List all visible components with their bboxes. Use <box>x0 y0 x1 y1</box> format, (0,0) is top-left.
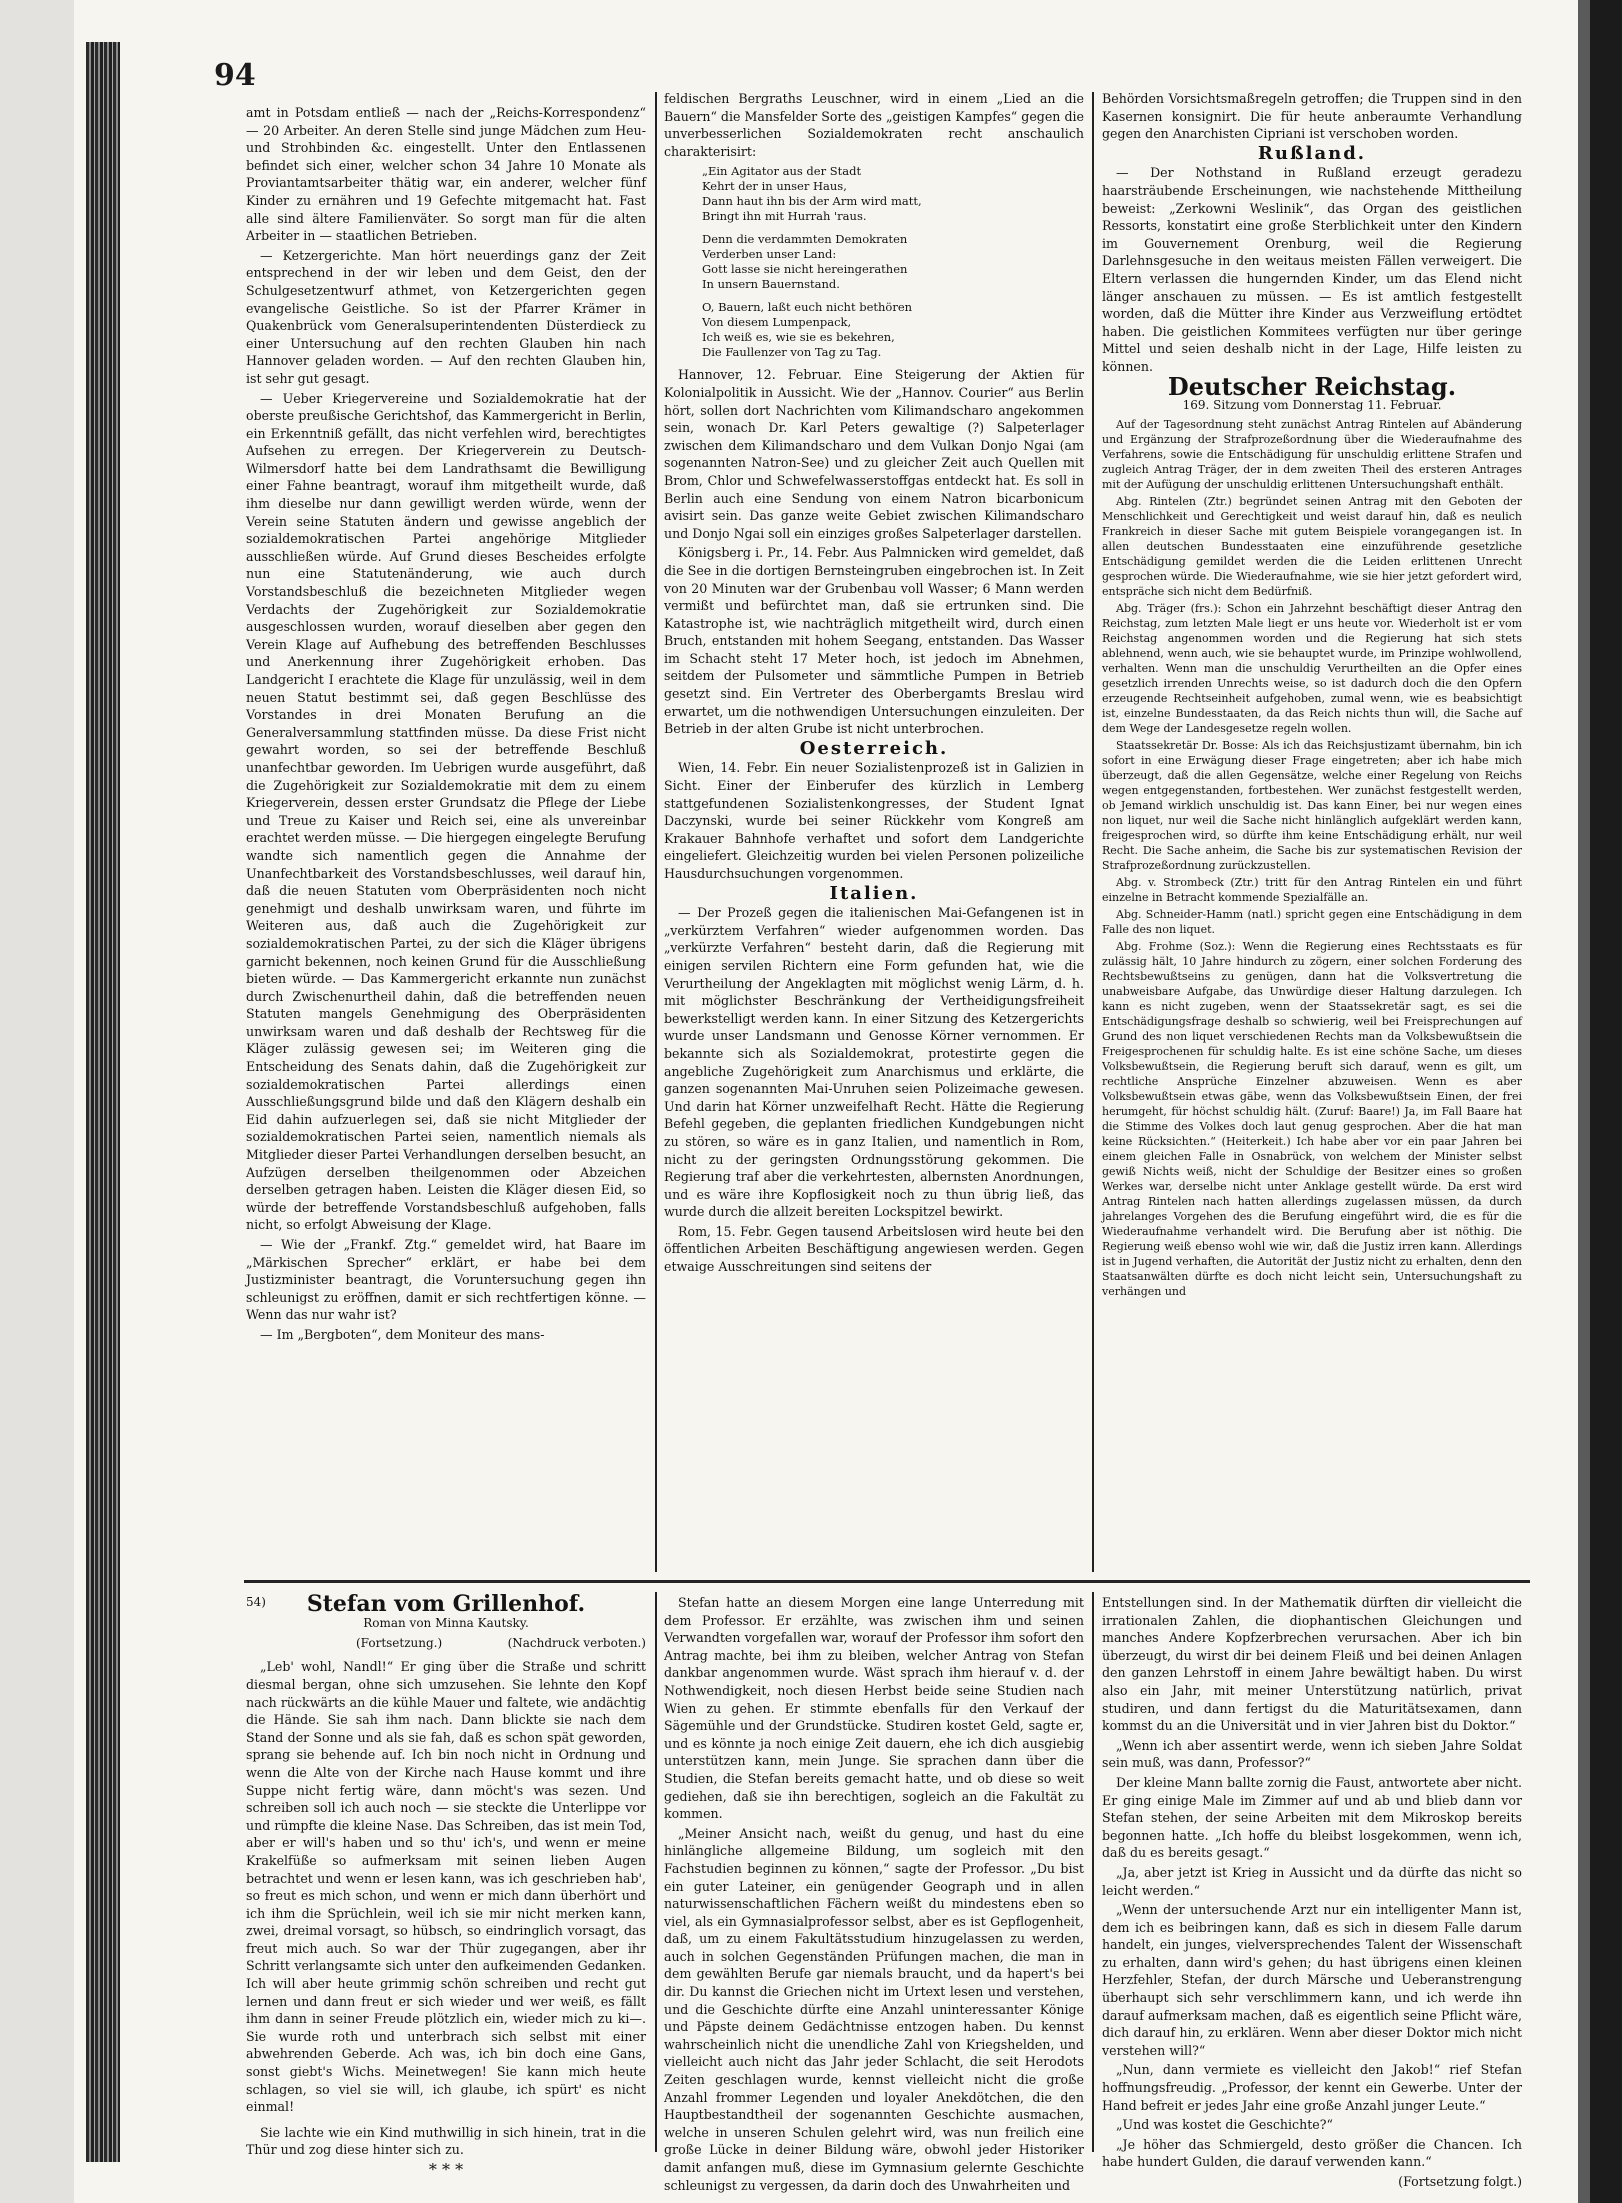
scan-right-edge <box>1590 0 1622 2203</box>
paragraph: — Der Nothstand in Rußland erzeugt geradezu haarsträubende Erscheinungen, wie nachstehende Mittheilung beweist: „Zerkowni Weslinik“, das Organ des geistlichen Ressorts, konstatirt eine große Sterblichkeit unter den Kindern im Gouvernement Orenburg, weil die Regierung Darlehnsgesuche in den weitaus meisten Fällen verweigert. Die Eltern verlassen die hungernden Kinder, um das Elend nicht länger anschauen zu müssen. — Es ist amtlich festgestellt worden, daß die Mütter ihre Kinder aus Verzweiflung ertödtet haben. Die geistlichen Kommitees verfügten nur über geringe Mittel und seien deshalb nicht in der Lage, Hilfe leisten zu können. <box>1102 165 1522 374</box>
continuation-note: (Fortsetzung.) <box>356 1635 443 1650</box>
paragraph: — Im „Bergboten“, dem Moniteur des mans- <box>260 1326 545 1342</box>
novel-column-2 <box>664 1594 1084 2193</box>
paragraph: „Wenn der untersuchende Arzt nur ein intelligenter Mann ist, dem ich es beibringen kann, daß es sich in diesem Falle darum handelt, ein junges, vielversprechendes Talent der Wissenschaft zu erhalten, dann wird's gehen; du hast übrigens einen kleinen Herzfehler, Stefan, der durch Märsche und Ueberanstrengung überhaupt sich sehr verschlimmern kann, und ich werde ihn darauf aufmerksam machen, daß es eigentlich seine Pflicht wäre, dich darauf hin, zu erklären. Wenn aber dieser Doktor mich nicht verstehen will?“ <box>1102 1902 1522 2058</box>
paragraph: — Wie der „Frankf. Ztg.“ gemeldet wird, hat Baare im „Märkischen Sprecher“ erklärt, er habe bei dem Justizminister beantragt, die Voruntersuchung gegen ihn schleunigst zu eröffnen, damit er sich rechtfertigen könne. — Wenn das nur wahr ist? <box>246 1237 646 1323</box>
paragraph: Abg. v. Strombeck (Ztr.) tritt für den Antrag Rintelen ein und führt einzelne in Betracht kommende Spezialfälle an. <box>1102 875 1522 904</box>
novel-title: Stefan vom Grillenhof. <box>306 1590 586 1617</box>
poem-line: Denn die verdammten Demokraten <box>702 232 908 247</box>
column-2 <box>664 90 1084 1574</box>
poem-line: Verderben unser Land: <box>702 247 837 262</box>
scan-left-margin <box>0 0 74 2203</box>
paragraph: Auf der Tagesordnung steht zunächst Antrag Rintelen auf Abänderung und Ergänzung der Strafprozeßordnung über die Wiederaufnahme des Verfahrens, sowie die Entschädigung für unschuldig erlittene Strafen und zugleich Antrag Träger, der in dem zweiten Theil des ersteren Antrages mit der Aufügung der unschuldig erlittenen Untersuchungshaft enthält. <box>1102 417 1522 491</box>
novel-notes <box>246 1635 646 1653</box>
paragraph: „Leb' wohl, Nandl!“ Er ging über die Straße und schritt diesmal bergan, ohne sich umzusehen. Sie lehnte den Kopf nach rückwärts an die kühle Mauer und faltete, wie andächtig die Hände. Sie sah ihm nach. Dann blickte sie nach dem Stand der Sonne und als sie fah, daß es schon spät geworden, sprang sie behende auf. Ich bin noch nicht in Ordnung und wenn die Alte von der Kirche nach Hause kommt und ihre Suppe nicht fertig wäre, dann möcht's was sezen. Und schreiben soll ich auch noch — sie steckte die Unterlippe vor und rümpfte die kleine Nase. Das Schreiben, das ist mein Tod, aber er will's haben und so thu' ich's, und wenn er meine Krakelfüße so aufmerksam mit seinen lieben Augen betrachtet und wenn er lesen kann, was ich geschrieben hab', so freut es mich schon, und wenn er mich dann überhört und ich ihm die Sprüchlein, weil ich sie mir nicht merken kann, zwei, dreimal vorsagt, so hübsch, so eindringlich vorsagt, das freut mich auch. So war der Thür zugegangen, aber ihr Schritt verlangsamte sich unter den aufkeimenden Gedanken. Ich will aber heute grimmig schön schreiben und recht gut lernen und dann freut er sich wieder und wer weiß, es fällt ihm dann in seiner Freude plötzlich ein, wieder mich zu ki—. Sie wurde roth und unterbrach sich selbst mit einer abwehrenden Geberde. Ach was, ich bin doch eine Gans, sonst giebt's Wichs. Meinetwegen! Sie kann mich heute schlagen, so viel sie will, ich glaube, ich spürt' es nicht einmal! <box>246 1659 646 2115</box>
paragraph: Staatssekretär Dr. Bosse: Als ich das Reichsjustizamt übernahm, bin ich sofort in eine Erwägung dieser Frage eingetreten; aber ich habe mich überzeugt, daß die allen Gegensätze, welche einer Regelung von Reichs wegen entgegenstanden, fortbestehen. Wer zunächst festgestellt werden, ob Jemand wirklich unschuldig ist. Das kann Einer, bei nur wegen eines non liquet, nur weil die Sache nicht hinlänglich aufgeklärt werden kann, freigesprochen wird, so dürfte ihm keine Entschädigung erhält, nur weil Recht. Die Sache anheim, die Sache bis zur systematischen Revision der Strafprozeßordnung zurückzustellen. <box>1102 738 1522 872</box>
paragraph: Abg. Frohme (Soz.): Wenn die Regierung eines Rechtsstaats es für zulässig hält, 10 Jahre hindurch zu zögern, einer solchen Forderung des Rechtsbewußtseins zu genügen, dann hat die Volksvertretung die unabweisbare Aufgabe, das Unwürdige dieser Haltung darzulegen. Ich kann es nicht zugeben, wenn der Staatssekretär sagt, es sei die Entschädigungsfrage deshalb so schwierig, weil bei Freisprechungen auf Grund des non liquet verschiedenen Rechts man da Volksbewußtsein die Freigesprochenen für schuldig halte. Es ist eine schöne Sache, um dieses Volksbewußtsein, die Regierung beruft sich darauf, wenn es gilt, um rechtliche Ansprüche Einzelner abzuweisen. Wenn es aber Volksbewußtsein etwas gäbe, wenn das Volksbewußtsein Einen, der frei herumgeht, für höchst schuldig hält. (Zuruf: Baare!) Ja, im Fall Baare hat die Stimme des Volkes doch laut genug gesprochen. Aber die hat man keine Rücksichten.“ (Heiterkeit.) Ich habe aber vor ein paar Jahren bei einem gleichen Falle in Osnabrück, von welchem der Minister selbst gewiß Nichts weiß, nicht der Schuldige der Besitzer eines so großen Werkes war, derselbe nicht unter Anklage gestellt würde. Da erst wird Antrag Rintelen nach hatten allerdings zugelassen müssen, da durch jahrelanges Vorgehen des die Berufung eingeführt wird, die es für die Wiederaufnahme verhandelt wird. Die Berufung aber ist nöthig. Die Regierung weiß ebenso wohl wie wir, daß die Justiz irren kann. Allerdings ist in Jugend verhaften, die Autorität der Justiz nicht zu erhalten, denn den Staatsanwälten dürfte es doch nicht leicht sein, Untersuchungshaft zu verhängen und <box>1102 939 1522 1298</box>
paragraph: „Meiner Ansicht nach, weißt du genug, und hast du eine hinlängliche allgemeine Bildung, um sogleich mit den Fachstudien beginnen zu können,“ sagte der Professor. „Du bist ein guter Lateiner, ein genügender Geograph und in allen naturwissenschaftlichen Fächern weißt du mindestens eben so viel, als ein Gymnasialprofessor selbst, aber es ist Gepflogenheit, daß, um zu einem Fakultätsstudium hinzugelassen zu werden, auch in solchen Gegenständen Prüfungen machen, die man in dem gewählten Berufe gar niemals braucht, und da hapert's bei dir. Du kannst die Griechen nicht im Urtext lesen und verstehen, und die Geschichte dürfte eine Anzahl uninteressanter Könige und Päpste deinem Gedächtnisse entzogen haben. Du kennst wahrscheinlich nicht die unendliche Zahl von Kriegshelden, und vielleicht auch nicht das Jahr jeder Schlacht, die seit Herodots Zeiten geschlagen wurde, kennst vielleicht nicht die große Anzahl frommer Legenden und loyaler Anekdötchen, die den Hauptbestandtheil der sogenannten Geschichte ausmachen, welche in unseren Schulen gelehrt wird, was nun freilich eine große Lücke in deiner Bildung wäre, obwohl jeder Historiker damit anfangen muß, diese im Gymnasium gelernte Geschichte schleunigst zu vergessen, da darin doch des Unwahrheiten und <box>664 1825 1084 2193</box>
column-divider <box>655 92 657 1572</box>
poem-line: Von diesem Lumpenpack, <box>702 315 852 330</box>
poem-line: Kehrt der in unser Haus, <box>702 179 847 194</box>
paragraph: Entstellungen sind. In der Mathematik dürften dir vielleicht die irrationalen Zahlen, die diophantischen Gleichungen und manches Andere Kopfzerbrechen verursachen. Aber ich bin überzeugt, du wirst dir bei deinem Fleiß und bei deinen Anlagen den ganzen Lehrstoff in einem Jahre bewältigt haben. Du wirst also ein Jahr, mit meiner Unterstützung natürlich, privat studiren, und dann fertigst du die Maturitätsexamen, dann kommst du an die Universität und in vier Jahren bist du Doktor.“ <box>1102 1595 1522 1734</box>
paragraph: — Ueber Kriegervereine und Sozialdemokratie hat der oberste preußische Gerichtshof, das Kammergericht in Berlin, ein Erkenntniß gefällt, das nicht verfehlen wird, berechtigtes Aufsehen zu erregen. Der Kriegerverein zu Deutsch-Wilmersdorf hatte bei dem Landrathsamt die Bewilligung einer Fahne beantragt, worauf ihm mitgetheilt wurde, daß ihm dieselbe nur dann gewilligt werden würde, wenn der Verein seine Statuten ändern und gewisse angeblich der sozialdemokratischen Partei angehörige Mitglieder ausschließen würde. Auf Grund dieses Bescheides erfolgte nun eine Statutenänderung, wie auch durch Vorstandsbeschluß die bezeichneten Mitglieder wegen Verdachts der Zugehörigkeit zur Sozialdemokratie ausgeschlossen wurden, worauf dieselben aber gegen den Verein Klage auf Aufhebung des betreffenden Beschlusses und Anerkennung ihrer Zugehörigkeit erhoben. Das Landgericht I erachtete die Klage für unzulässig, weil in dem neuen Statut bestimmt sei, daß gegen Beschlüsse des Vorstandes in drei Monaten Berufung an die Generalversammlung stattfinden müsse. Da diese Frist nicht gewahrt worden, so sei der betreffende Beschluß unanfechtbar geworden. Im Uebrigen wurde ausgeführt, daß die Zugehörigkeit zur Sozialdemokratie mit dem zu einem Kriegerverein, dessen erster Grundsatz die Pflege der Liebe und Treue zu Kaiser und Reich sei, eine als unvereinbar erachtet werden müsse. — Die hiergegen eingelegte Berufung wandte sich namentlich gegen die Annahme der Unanfechtbarkeit des Vorstandsbeschlusses, weil darauf hin, daß die neuen Statuten vom Oberpräsidenten noch nicht genehmigt und deshalb unwirksam waren, und führte im Weiteren aus, daß auch die Zugehörigkeit zur sozialdemokratischen Partei, zu der sich die Kläger übrigens garnicht bekennen, noch keinen Grund für die Ausschließung bieten würde. — Das Kammergericht erkannte nun zunächst durch Zwischenurtheil dahin, daß die betreffenden neuen Statuten mangels Genehmigung des Oberpräsidenten unwirksam waren und daß deshalb der Rechtsweg für die Kläger zulässig gewesen sei; im Weiteren ging die Entscheidung des Senats dahin, daß die Zugehörigkeit zur sozialdemokratischen Partei allerdings einen Ausschließungsgrund bilde und daß den Klägern deshalb ein Eid dahin aufzuerlegen sei, daß sie nicht Mitglieder der sozialdemokratischen Partei seien, namentlich niemals als Mitglieder dieser Partei Verhandlungen derselben besucht, an Aufzügen derselben theilgenommen oder Abzeichen derselben getragen haben. Leisten die Kläger diesen Eid, so würde der betreffende Vorstandsbeschluß aufgehoben, falls nicht, so erfolgt Abweisung der Klage. <box>246 390 646 1233</box>
poem-line: In unsern Bauernstand. <box>702 277 840 292</box>
poem-line: Die Faullenzer von Tag zu Tag. <box>702 345 882 360</box>
reichstag-headline: Deutscher Reichstag. <box>1167 371 1457 401</box>
paragraph: Königsberg i. Pr., 14. Febr. Aus Palmnicken wird gemeldet, daß die See in die dortigen Bernsteingruben eingebrochen ist. In Zeit von 20 Minuten war der Grubenbau voll Wasser; 6 Mann werden vermißt und befürchtet man, daß sie ertrunken sind. Die Katastrophe ist, wie nachträglich mitgetheilt wird, durch einen Bruch, entstanden mit hohem Seegang, entstanden. Das Wasser im Schacht steht 17 Meter hoch, ist jedoch im Abnehmen, seitdem der Pulsometer und sämmtliche Pumpen in Betrieb gesetzt sind. Ein Vertreter des Oberbergamts Breslau wird erwartet, um die nothwendigen Untersuchungen einzuleiten. Der Betrieb in der alten Grube ist nicht unterbrochen. <box>664 545 1084 737</box>
paragraph: Abg. Rintelen (Ztr.) begründet seinen Antrag mit den Geboten der Menschlichkeit und Gerechtigkeit und weist darauf hin, daß es neulich Frankreich in dieser Sache mit gutem Beispiele vorangegangen ist. In allen deutschen Bundesstaaten eine einzuführende gesetzliche Entschädigung gemildet werden die die Leiden erlittenen Unrecht gesprochen würde. Die Wiederaufnahme, wie sie hier jetzt gefordert wird, entspräche sich nicht dem Bedürfniß. <box>1102 494 1522 598</box>
poem-line: Dann haut ihn bis der Arm wird matt, <box>702 194 922 209</box>
poem-line: O, Bauern, laßt euch nicht bethören <box>702 300 913 315</box>
paragraph: „Je höher das Schmiergeld, desto größer die Chancen. Ich habe hundert Gulden, die darauf verwenden kann.“ <box>1102 2136 1522 2170</box>
paragraph: „Und was kostet die Geschichte?“ <box>1116 2117 1333 2133</box>
paragraph: „Nun, dann vermiete es vielleicht den Jakob!“ rief Stefan hoffnungsfreudig. „Professor, der kennt ein Gewerbe. Unter der Hand befreit er jedes Jahr eine große Anzahl junger Leute.“ <box>1102 2062 1522 2113</box>
page-number: 94 <box>214 58 256 93</box>
reichstag-session: 169. Sitzung vom Donnerstag 11. Februar. <box>1182 398 1442 413</box>
paragraph: Sie lachte wie ein Kind muthwillig in sich hinein, trat in die Thür und zog diese hinter sich zu. <box>246 2124 646 2158</box>
paragraph: „Ja, aber jetzt ist Krieg in Aussicht und da dürfte das nicht so leicht werden.“ <box>1102 1864 1522 1898</box>
poem-line: Gott lasse sie nicht hereingerathen <box>702 262 908 277</box>
section-heading: Rußland. <box>1257 142 1367 164</box>
novel-author: Roman von Minna Kautsky. <box>363 1616 529 1631</box>
section-heading: Italien. <box>829 882 919 904</box>
paragraph: — Ketzergerichte. Man hört neuerdings ganz der Zeit entsprechend in der wir leben und dem Geist, den der Schulgesetzentwurf athmet, von Ketzergerichten gegen evangelische Geistliche. So ist der Pfarrer Krämer in Quakenbrück vom Generalsuperintendenten Düsterdieck zu einer Untersuchung auf den rechten Glauben hin nach Hannover geladen worden. — Auf den rechten Glauben hin, ist sehr gut gesagt. <box>246 247 646 386</box>
paragraph: feldischen Bergraths Leuschner, wird in einem „Lied an die Bauern“ die Mansfelder Sorte des „geistigen Kampfes“ gegen die unverbesserlichen Sozialdemokraten recht anschaulich charakterisirt: <box>664 91 1084 159</box>
column-divider <box>1092 92 1094 1572</box>
novel-column-3 <box>1102 1594 1522 2189</box>
paragraph: Rom, 15. Febr. Gegen tausend Arbeitslosen wird heute bei den öffentlichen Arbeiten Beschäftigung angewiesen werden. Gegen etwaige Ausschreitungen sind seitens der <box>664 1223 1084 1275</box>
paragraph: Stefan hatte an diesem Morgen eine lange Unterredung mit dem Professor. Er erzählte, was zwischen ihm und seinen Verwandten vorgefallen war, worauf der Professor ihm sofort den Antrag machte, bei ihm zu bleiben, welcher Antrag von Stefan dankbar angenommen wurde. Wäst sprach ihm hierauf v. d. der Nothwendigkeit, noch diesen Herbst beide seine Studien nach Wien zu gehen. Er stimmte ebenfalls für den Verkauf der Sägemühle und der Grundstücke. Studiren kostet Geld, sagte er, und es könnte ja noch einige Zeit dauern, ehe ich dich ausgiebig unterstützen kann, mein Junge. Sie sprachen dann über die Studien, die Stefan bereits gemacht hatte, und ob diese so weit gediehen, daß sie ihn berechtigen, sogleich an die Fakultät zu kommen. <box>664 1595 1084 1822</box>
continued-note: (Fortsetzung folgt.) <box>1398 2174 1522 2189</box>
paragraph: Hannover, 12. Februar. Eine Steigerung der Aktien für Kolonialpolitik in Aussicht. Wie der „Hannov. Courier“ aus Berlin hört, sollen dort Nachrichten vom Kilimandscharo angekommen sein, wonach Dr. Karl Peters gewaltige (?) Salpeterlager zwischen dem Kilimandscharo und dem Vulkan Donjo Ngai (am sogenannten Natron-See) und zu gleicher Zeit auch Quellen mit Brom, Chlor und Schwefelwasserstoffgas entdeckt hat. Es soll in Berlin auch eine Sendung von einem Natron bicarbonicum avisirt sein. Das ganze weite Gebiet zwischen Kilimandscharo und Donjo Ngai soll ein einziges großes Salpeterlager darstellen. <box>664 367 1084 541</box>
scan-right-shadow <box>1578 0 1590 2203</box>
poem <box>702 164 1084 360</box>
paragraph: Wien, 14. Febr. Ein neuer Sozialistenprozeß ist in Galizien in Sicht. Einer der Einberufer des kürzlich in Lemberg stattgefundenen Sozialistenkongresses, der Student Ignat Daczynski, wurde bei seiner Rückkehr vom Kongreß am Krakauer Bahnhofe verhaftet und sofort dem Landgerichte eingeliefert. Gleichzeitig wurden bei vielen Personen polizeiliche Hausdurchsuchungen vorgenommen. <box>664 760 1084 881</box>
paragraph: Abg. Träger (frs.): Schon ein Jahrzehnt beschäftigt dieser Antrag den Reichstag, zum letzten Male liegt er uns heute vor. Wiederholt ist er vom Reichstag angenommen worden und die Regierung hat sich stets ablehnend, wenn auch, wie sie behauptet wurde, im Prinzipe wohlwollend, verhalten. Wenn man die unschuldig Verurtheilten an die Opfer eines gesetzlich irrenden Unrechts weise, so ist dadurch doch die den Opfern erzeugende Rechtseinheit aufgehoben, zumal wenn, wie es beabsichtigt ist, einzelne Bundesstaaten, da das Reich nichts thun will, die Sache auf dem Wege der Landesgesetze regeln wollen. <box>1102 601 1522 735</box>
poem-line: Bringt ihn mit Hurrah 'raus. <box>702 209 867 224</box>
paragraph: Abg. Schneider-Hamm (natl.) spricht gegen eine Entschädigung in dem Falle des non liquet. <box>1102 907 1522 936</box>
poem-line: „Ein Agitator aus der Stadt <box>702 164 862 179</box>
section-stars: * * * <box>428 2160 464 2179</box>
poem-line: Ich weiß es, wie sie es bekehren, <box>702 330 895 345</box>
column-divider <box>655 1592 657 2152</box>
binding-edge <box>86 42 120 2162</box>
column-3 <box>1102 90 1522 1574</box>
column-divider <box>1092 1592 1094 2152</box>
paragraph: amt in Potsdam entließ — nach der „Reichs-Korrespondenz“ — 20 Arbeiter. An deren Stelle sind junge Mädchen zum Heu- und Strohbinden &c. eingestellt. Unter den Entlassenen befindet sich einer, welcher schon 34 Jahre 10 Monate als Proviantamtsarbeiter thätig war, ein anderer, welcher fünf Kinder zu ernähren und 19 Gefechte mitgemacht hat. Fast alle sind ältere Familienväter. So sorgt man für die alten Arbeiter in — staatlichen Betrieben. <box>246 105 646 244</box>
novel-column-1 <box>246 1590 646 2179</box>
section-heading: Oesterreich. <box>799 737 949 759</box>
paragraph: Der kleine Mann ballte zornig die Faust, antwortete aber nicht. Er ging einige Male im Zimmer auf und ab und blieb dann vor Stefan stehen, der seine Arbeiten mit dem Mikroskop bereits begonnen hatte. „Ich hoffe du bleibst losgekommen, wenn ich, daß du es bereits gesagt.“ <box>1102 1774 1522 1861</box>
paragraph: — Der Prozeß gegen die italienischen Mai-Gefangenen ist in „verkürztem Verfahren“ wieder aufgenommen worden. Das „verkürzte Verfahren“ besteht darin, daß die Regierung mit einigen servilen Richtern eine Form gefunden hat, wie die Verurtheilung der Angeklagten mit möglichst wenig Lärm, d. h. mit möglichster Beschränkung der Vertheidigungsfreiheit bewerkstelligt werden kann. In einer Sitzung des Ketzergerichts wurde unser Landsmann und Genosse Körner vernommen. Er bekannte sich als Sozialdemokrat, protestirte gegen die angebliche Zugehörigkeit zum Anarchismus und erklärte, die ganzen sogenannten Mai-Unruhen seien Polizeimache gewesen. Und darin hat Körner unzweifelhaft Recht. Hätte die Regierung Befehl gegeben, die geplanten friedlichen Kundgebungen nicht zu stören, so wäre es in ganz Italien, und namentlich in Rom, nicht zu der geringsten Ordnungsstörung gekommen. Die Regierung traf aber die verkehrtesten, albernsten Anordnungen, und es wäre ihre Kopflosigkeit noch zu thun übrig ließ, das wurde durch die allzeit bereiten Lockspitzel bewirkt. <box>664 905 1084 1220</box>
serial-number: 54) <box>246 1595 266 1609</box>
paragraph: „Wenn ich aber assentirt werde, wenn ich sieben Jahre Soldat sein muß, was dann, Professor?“ <box>1102 1737 1522 1771</box>
feuilleton-divider <box>244 1580 1530 1583</box>
column-1 <box>246 104 646 1574</box>
reprint-note: (Nachdruck verboten.) <box>507 1635 646 1650</box>
paragraph: Behörden Vorsichtsmaßregeln getroffen; die Truppen sind in den Kasernen konsignirt. Die für heute anberaumte Verhandlung gegen den Anarchisten Cipriani ist verschoben worden. <box>1102 91 1522 142</box>
